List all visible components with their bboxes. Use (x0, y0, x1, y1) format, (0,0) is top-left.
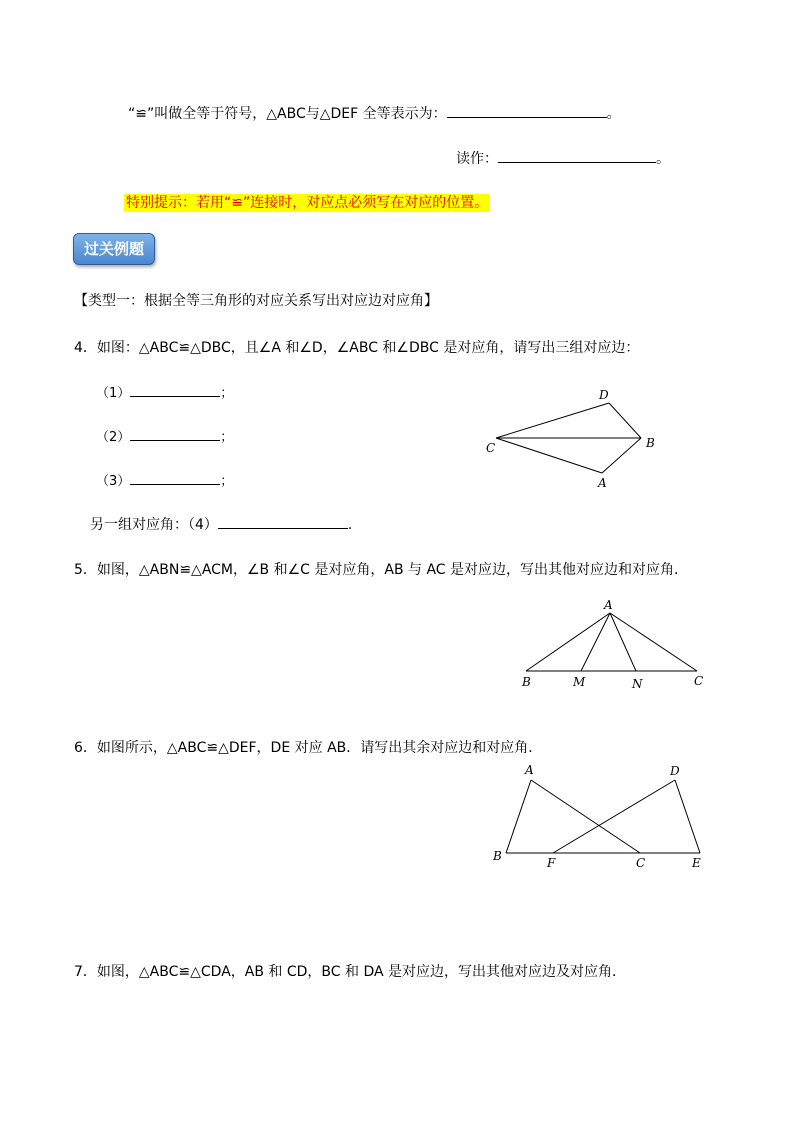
answer-blank[interactable] (498, 148, 656, 163)
label-M: M (573, 675, 586, 689)
label-C: C (636, 856, 646, 870)
semicolon: ； (220, 386, 234, 401)
end-mark: 。 (606, 106, 621, 122)
segment-AM (581, 613, 610, 671)
q4-answer-1 (96, 382, 233, 401)
label-A: A (598, 476, 607, 490)
label-B: B (646, 436, 655, 450)
answer-blank[interactable] (218, 514, 348, 529)
item-label: （3） (96, 474, 131, 489)
question-6: 6．如图所示，△ABC≌△DEF，DE 对应 AB．请写出其余对应边和对应角． (74, 740, 543, 756)
read-label: 读作： (456, 151, 498, 167)
q5-figure (515, 595, 735, 695)
segment-DE (675, 780, 700, 853)
q6-figure (485, 760, 715, 875)
answer-blank[interactable] (130, 382, 220, 397)
q4-answer-3 (96, 470, 233, 489)
question-7: 7．如图，△ABC≌△CDA，AB 和 CD，BC 和 DA 是对应边，写出其他对应边及对应角． (74, 964, 627, 980)
segment-AB (602, 438, 641, 473)
label-B: B (522, 675, 531, 689)
question-4: 4．如图：△ABC≌△DBC，且∠A 和∠D，∠ABC 和∠DBC 是对应角，请写出三组对应边： (74, 340, 640, 356)
segment-DB (609, 403, 641, 438)
label-D: D (670, 764, 680, 778)
label-C: C (486, 441, 496, 455)
q4-answer-2 (96, 426, 233, 445)
label-F: F (547, 856, 556, 870)
semicolon: ； (220, 474, 234, 489)
congruence-sentence: “≌”叫做全等于符号，△ABC与△DEF 全等表示为： (128, 106, 447, 122)
type-heading: 【类型一：根据全等三角形的对应关系写出对应边对应角】 (74, 293, 438, 309)
end-mark: 。 (656, 151, 670, 167)
other-angle-label: 另一组对应角：（4） (90, 517, 218, 533)
label-N: N (632, 677, 643, 691)
segment-DF (553, 780, 675, 853)
label-C: C (694, 674, 704, 688)
label-E: E (692, 856, 701, 870)
label-D: D (599, 388, 609, 402)
semicolon: ； (220, 430, 234, 445)
segment-AC (531, 780, 640, 853)
answer-blank[interactable] (130, 470, 220, 485)
segment-CA (496, 438, 602, 473)
tip-highlight: 特别提示：若用“≌”连接时，对应点必须写在对应的位置。 (126, 195, 489, 211)
read-as-line (456, 148, 670, 168)
section-badge: 过关例题 (73, 233, 155, 265)
congruence-definition (128, 103, 621, 123)
segment-CD (496, 403, 609, 438)
label-A: A (525, 763, 534, 777)
label-A: A (604, 598, 613, 612)
label-B: B (493, 849, 502, 863)
segment-AB (506, 780, 531, 853)
answer-blank[interactable] (447, 103, 607, 118)
question-5: 5．如图，△ABN≌△ACM，∠B 和∠C 是对应角，AB 与 AC 是对应边，写出其他对应边和对应角． (74, 562, 689, 578)
period: . (347, 517, 353, 533)
item-label: （2） (96, 430, 131, 445)
segment-AB (526, 613, 610, 671)
item-label: （1） (96, 386, 131, 401)
answer-blank[interactable] (130, 426, 220, 441)
q4-figure (480, 385, 710, 495)
q4-answer-4 (90, 514, 352, 534)
special-tip (124, 192, 490, 212)
